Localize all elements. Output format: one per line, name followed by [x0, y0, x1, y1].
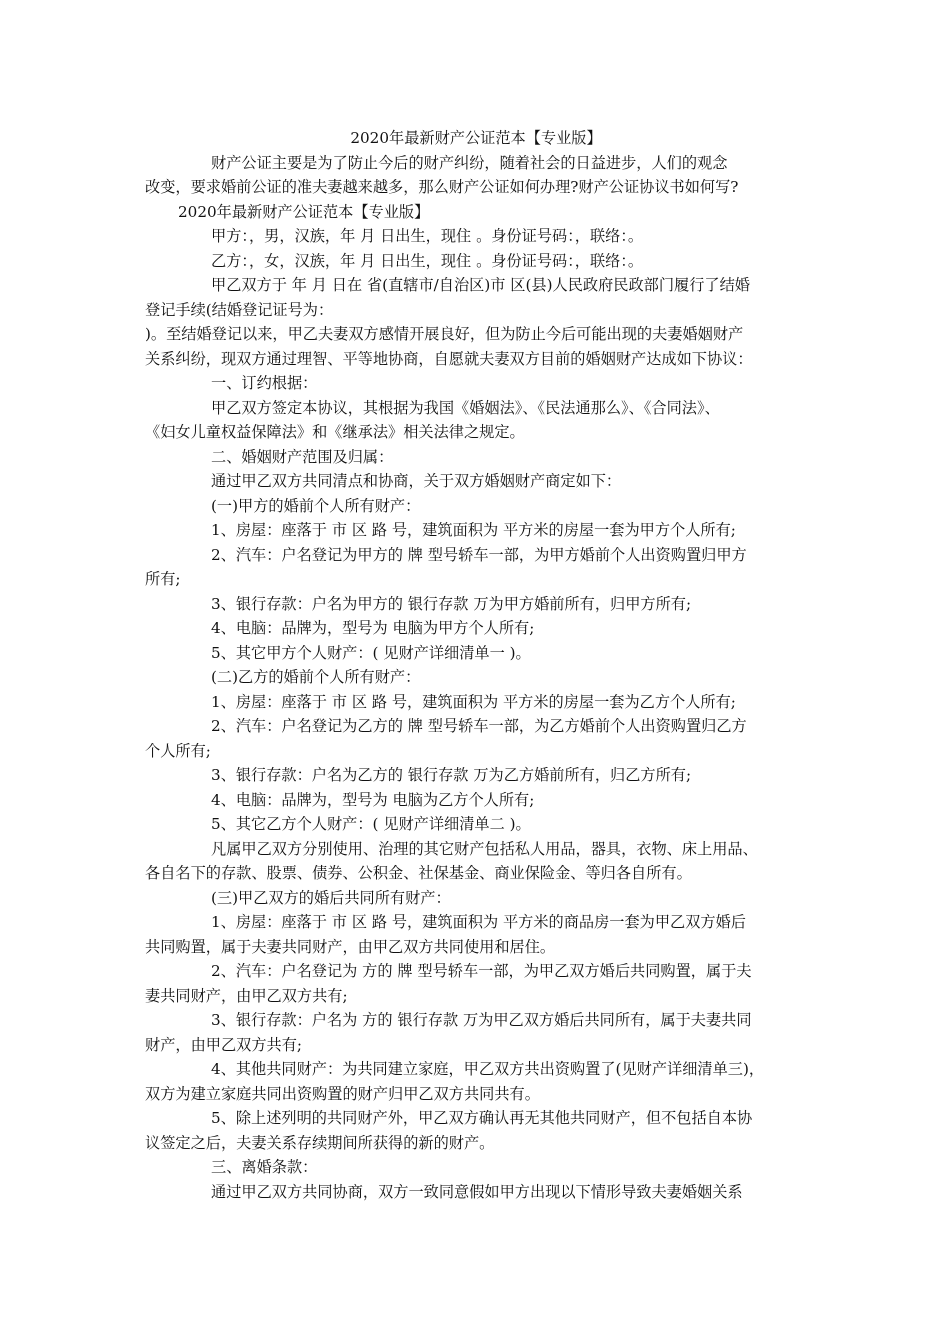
text-line: 甲乙双方于 年 月 日在 省(直辖市/自治区)市 区(县)人民政府民政部门履行了结婚: [211, 276, 750, 294]
text-line: 4、电脑：品牌为，型号为 电脑为乙方个人所有;: [211, 790, 535, 809]
text-line: 通过甲乙双方共同清点和协商，关于双方婚姻财产商定如下：: [211, 472, 622, 490]
text-line: 个人所有;: [145, 741, 211, 760]
document-body: [145, 126, 807, 1204]
text-line: 议签定之后，夫妻关系存续期间所获得的新的财产。: [145, 1133, 495, 1152]
text-line: 妻共同财产，由甲乙双方共有;: [145, 986, 348, 1005]
text-line: 共同购置，属于夫妻共同财产，由甲乙双方共同使用和居住。: [145, 937, 556, 956]
text-line: 2、汽车：户名登记为甲方的 牌 型号轿车一部，为甲方婚前个人出资购置归甲方: [211, 545, 747, 564]
text-line: 5、其它甲方个人财产：( 见财产详细清单一 )。: [211, 643, 531, 662]
text-line: 3、银行存款：户名为乙方的 银行存款 万为乙方婚前所有，归乙方所有;: [211, 766, 692, 784]
text-line: 财产公证主要是为了防止今后的财产纠纷，随着社会的日益进步，人们的观念: [211, 153, 728, 172]
text-line: 4、电脑：品牌为，型号为 电脑为甲方个人所有;: [211, 619, 535, 637]
text-line: 1、房屋：座落于 市 区 路 号，建筑面积为 平方米的房屋一套为乙方个人所有;: [211, 692, 736, 711]
text-line: 登记手续(结婚登记证号为：: [145, 300, 334, 319]
text-line: )。至结婚登记以来，甲乙夫妻双方感情开展良好，但为防止今后可能出现的夫妻婚姻财产: [145, 325, 744, 343]
text-line: 一、订约根据：: [211, 374, 318, 392]
text-line: 2、汽车：户名登记为乙方的 牌 型号轿车一部，为乙方婚前个人出资购置归乙方: [211, 717, 747, 735]
text-line: 1、房屋：座落于 市 区 路 号，建筑面积为 平方米的商品房一套为甲乙双方婚后: [211, 913, 746, 931]
text-line: 2020年最新财产公证范本【专业版】: [178, 202, 430, 221]
text-line: 财产，由甲乙双方共有;: [145, 1035, 302, 1054]
text-line: 通过甲乙双方共同协商，双方一致同意假如甲方出现以下情形导致夫妻婚姻关系: [211, 1182, 743, 1201]
text-line: 甲乙双方签定本协议，其根据为我国《婚姻法》、《民法通那么》、《合同法》、: [211, 398, 720, 417]
text-line: 关系纠纷，现双方通过理智、平等地协商，自愿就夫妻双方目前的婚姻财产达成如下协议：: [145, 349, 753, 368]
text-line: (三)甲乙双方的婚后共同所有财产：: [211, 888, 451, 907]
text-line: 5、除上述列明的共同财产外，甲乙双方确认再无其他共同财产，但不包括自本协: [211, 1109, 753, 1127]
text-line: 凡属甲乙双方分别使用、治理的其它财产包括私人用品，器具，衣物、床上用品、: [211, 839, 758, 858]
document-title: 2020年最新财产公证范本【专业版】: [350, 129, 602, 147]
text-line: 双方为建立家庭共同出资购置的财产归甲乙双方共同共有。: [145, 1084, 540, 1103]
text-line: 4、其他共同财产：为共同建立家庭，甲乙双方共出资购置了(见财产详细清单三)，: [211, 1060, 765, 1078]
text-line: 《妇女儿童权益保障法》和《继承法》相关法律之规定。: [145, 423, 525, 441]
text-line: 三、离婚条款：: [211, 1158, 318, 1176]
text-line: 所有;: [145, 570, 181, 588]
text-line: 各自名下的存款、股票、债券、公积金、社保基金、商业保险金、等归各自所有。: [145, 864, 692, 882]
text-line: 甲方：，男，汉族，年 月 日出生，现住 。身份证号码：，联络：。: [211, 227, 644, 245]
text-line: (二)乙方的婚前个人所有财产：: [211, 668, 421, 686]
text-line: (一)甲方的婚前个人所有财产：: [211, 496, 421, 515]
text-line: 改变，要求婚前公证的准夫妻越来越多，那么财产公证如何办理?财产公证协议书如何写?: [145, 178, 739, 196]
text-line: 乙方：，女，汉族，年 月 日出生，现住 。身份证号码：，联络：。: [211, 251, 644, 270]
text-line: 3、银行存款：户名为 方的 银行存款 万为甲乙双方婚后共同所有，属于夫妻共同: [211, 1011, 752, 1029]
text-line: 1、房屋：座落于 市 区 路 号，建筑面积为 平方米的房屋一套为甲方个人所有;: [211, 521, 736, 539]
text-line: 2、汽车：户名登记为 方的 牌 型号轿车一部，为甲乙双方婚后共同购置，属于夫: [211, 962, 752, 980]
text-line: 3、银行存款：户名为甲方的 银行存款 万为甲方婚前所有，归甲方所有;: [211, 594, 692, 613]
text-line: 5、其它乙方个人财产：( 见财产详细清单二 )。: [211, 815, 531, 833]
text-line: 二、婚姻财产范围及归属：: [211, 447, 394, 466]
document-paragraphs: [145, 151, 807, 1205]
